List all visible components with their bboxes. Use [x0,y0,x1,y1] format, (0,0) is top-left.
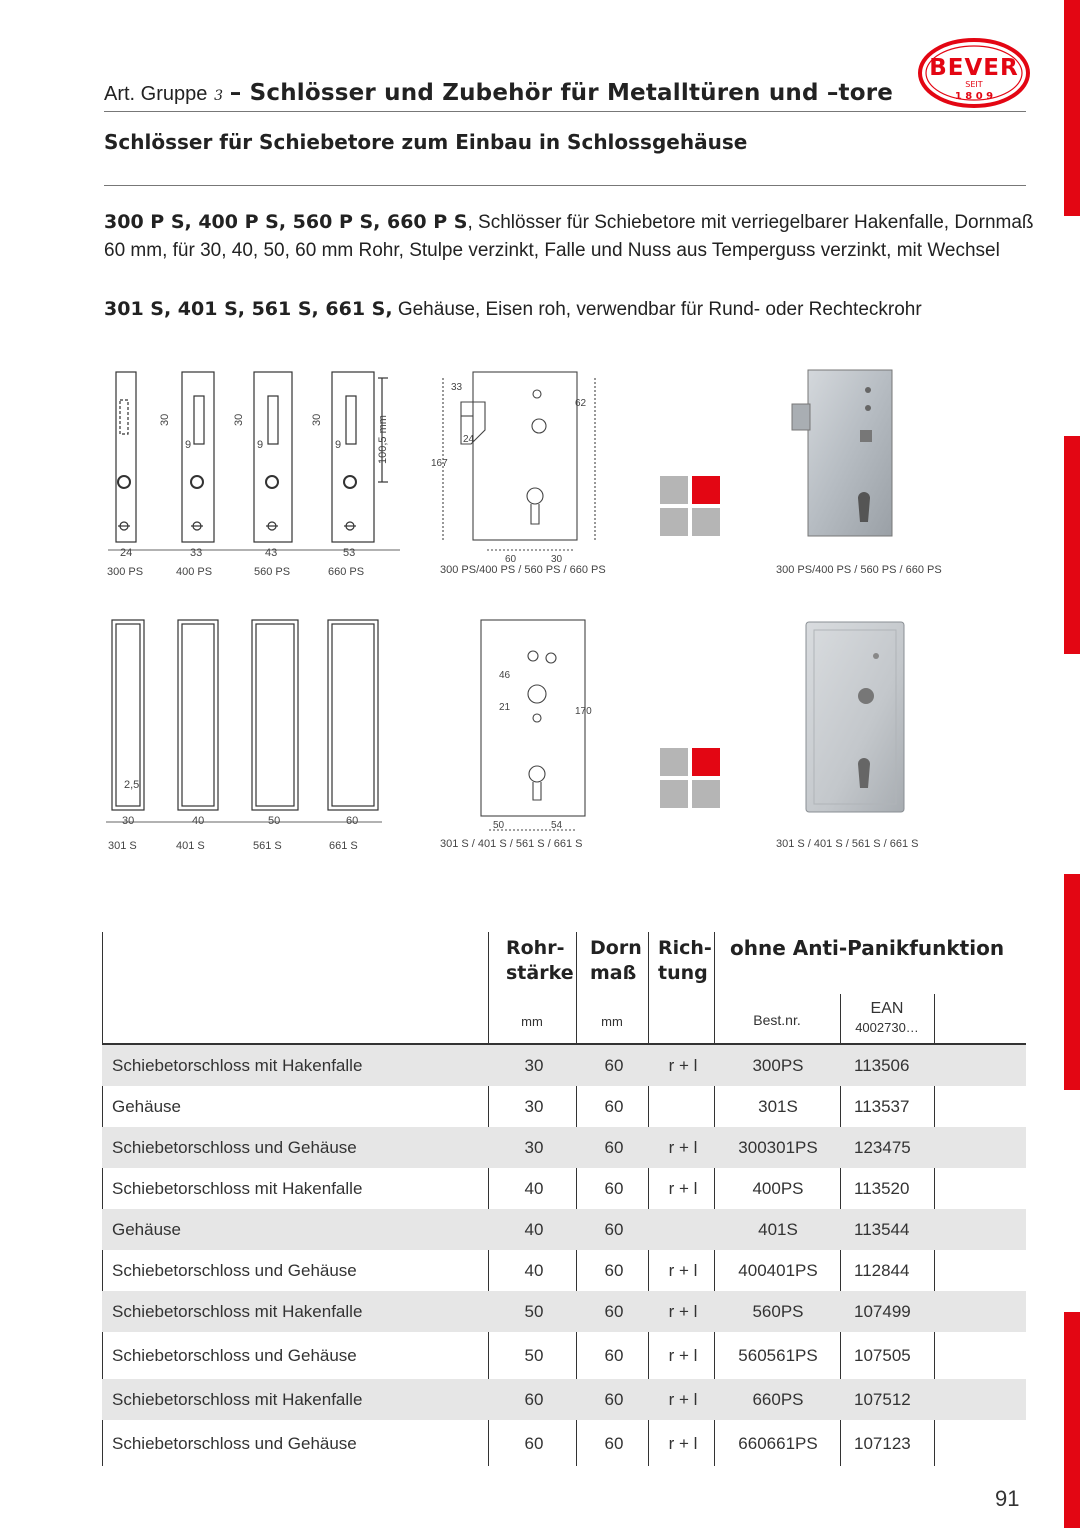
drawing-caption: 661 S [329,840,358,852]
table-row [102,1423,1026,1464]
bever-logo [918,38,1030,108]
feature-icons [660,476,722,538]
housing-dim-label: 60 [346,815,359,827]
header-group-number: 3 [214,88,223,104]
row-ean: 107505 [854,1345,911,1365]
table-row [102,1379,1026,1420]
photo-caption: 301 S / 401 S / 561 S / 661 S [776,838,919,850]
model-description: , Schlösser für Schiebetore mit verriegelbarer Hakenfalle, Dornmaß 60 mm, für 30, 40, 50, 60 mm Rohr, Stulpe verzinkt, Falle und Nuss aus Temperguss verzinkt, mit Wechsel [104,212,1034,261]
row-name: Schiebetorschloss und Gehäuse [112,1433,357,1453]
row-rohr: 30 [524,1096,544,1116]
drawing-caption: 400 PS [176,566,213,578]
chapter-tab [1064,0,1080,216]
row-ean: 107512 [854,1389,911,1409]
dim-label: 167 [431,458,448,469]
row-ean: 112844 [854,1260,910,1280]
housing-dim-label: 50 [268,815,281,827]
row-bestnr: 560PS [752,1301,804,1321]
row-name: Schiebetorschloss mit Hakenfalle [112,1055,363,1075]
housing-dim-label: 30 [122,815,135,827]
svg-text:1 8 0 9: 1 8 0 9 [954,91,994,102]
nine-dim-label: 9 [257,439,264,451]
row-dorn: 60 [604,1389,624,1409]
row-name: Schiebetorschloss und Gehäuse [112,1345,357,1365]
row-richtung [650,1209,716,1250]
row-richtung: r + l [668,1260,698,1280]
door-frame-icon [660,508,688,536]
dim-label: 62 [575,398,587,409]
dim-label: 24 [463,434,475,445]
door-handle-icon [660,748,688,776]
dim-label: 60 [505,554,517,565]
row-bestnr: 400PS [752,1178,804,1198]
nine-dim-label: 9 [185,439,192,451]
row-bestnr: 660PS [752,1389,804,1409]
model-list: 300 P S, 400 P S, 560 P S, 660 P S [104,211,468,233]
lock-photo [786,366,906,546]
side-dim-label: 30 [311,413,323,426]
door-handle-icon [660,476,688,504]
table-row [102,1045,1026,1086]
side-dim-label: 30 [233,413,245,426]
feature-icons [660,748,722,810]
header-group: ohne Anti-Panikfunktion [730,936,1005,960]
row-ean: 113520 [854,1178,910,1198]
row-name: Schiebetorschloss mit Hakenfalle [112,1389,363,1409]
table-row [102,1250,1026,1291]
drawing-caption: 660 PS [328,566,365,578]
row-bestnr: 660661PS [738,1433,818,1453]
dim-label: 46 [499,670,511,681]
chapter-tab [1064,436,1080,654]
photo-caption: 300 PS/400 PS / 560 PS / 660 PS [776,564,942,576]
row-dorn: 60 [604,1260,624,1280]
table-row [102,1209,1026,1250]
section-subtitle: Schlösser für Schiebetore zum Einbau in Schlossgehäuse [104,130,748,154]
housing-description [104,295,1034,324]
row-dorn: 60 [604,1096,624,1116]
header-rohr: Rohr- stärke [506,937,574,984]
svg-text:BEVER: BEVER [929,55,1019,81]
table-row [102,1335,1026,1376]
row-rohr: 30 [524,1055,544,1075]
table-row [102,1086,1026,1127]
housing-description-text: Gehäuse, Eisen roh, verwendbar für Rund- oder Rechteckrohr [392,299,922,320]
lock-cylinder-icon [692,476,720,504]
row-rohr: 50 [524,1345,544,1365]
row-name: Gehäuse [112,1219,181,1239]
header-richtung: Rich- tung [658,937,712,984]
faceplate-dim-label: 33 [190,547,203,559]
header-prefix: Art. Gruppe [104,83,208,105]
header-title: – Schlösser und Zubehör für Metalltüren und –tore [229,80,894,106]
row-dorn: 60 [604,1433,624,1453]
drawing-caption: 300 PS/400 PS / 560 PS / 660 PS [440,564,606,576]
row-richtung: r + l [668,1345,698,1365]
dim-label: 21 [499,702,511,713]
drawing-caption: 300 PS [107,566,144,578]
unit-rohr: mm [521,1014,543,1029]
row-rohr: 50 [524,1301,544,1321]
row-richtung: r + l [668,1389,698,1409]
row-dorn: 60 [604,1301,624,1321]
row-bestnr: 560561PS [738,1345,818,1365]
unit-dorn: mm [601,1014,623,1029]
faceplate-dim-label: 43 [265,547,278,559]
header-dorn: Dorn maß [590,937,642,984]
row-name: Schiebetorschloss mit Hakenfalle [112,1178,363,1198]
table-row [102,1127,1026,1168]
drawing-caption: 301 S / 401 S / 561 S / 661 S [440,838,583,850]
nine-dim-label: 9 [335,439,342,451]
row-richtung: r + l [668,1055,698,1075]
product-description [104,208,1034,265]
row-bestnr: 401S [758,1219,798,1239]
dim-label: 50 [493,820,505,831]
row-bestnr: 300301PS [738,1137,818,1157]
row-dorn: 60 [604,1137,624,1157]
row-ean: 107499 [854,1301,911,1321]
chapter-tab [1064,1312,1080,1528]
row-ean: 107123 [854,1433,911,1453]
row-rohr: 60 [524,1433,544,1453]
row-dorn: 60 [604,1345,624,1365]
row-ean: 113544 [854,1219,910,1239]
row-richtung: r + l [668,1433,698,1453]
faceplate-drawings [100,366,420,566]
drawing-caption: 561 S [253,840,282,852]
housing-photo [800,618,910,818]
housing-dim-label: 40 [192,815,205,827]
door-frame-icon [660,780,688,808]
row-name: Schiebetorschloss mit Hakenfalle [112,1301,363,1321]
table-row [102,1168,1026,1209]
row-rohr: 30 [524,1137,544,1157]
row-dorn: 60 [604,1178,624,1198]
lock-cylinder-icon [692,748,720,776]
drawing-caption: 401 S [176,840,205,852]
row-rohr: 40 [524,1219,544,1239]
dim-label: 170 [575,706,592,717]
row-bestnr: 301S [758,1096,798,1116]
row-name: Schiebetorschloss und Gehäuse [112,1137,357,1157]
table-row [102,1291,1026,1332]
square-tube-icon [692,780,720,808]
row-dorn: 60 [604,1055,624,1075]
faceplate-dim-label: 24 [120,547,133,559]
row-rohr: 60 [524,1389,544,1409]
height-dim-label: 100,5 mm [377,415,389,464]
unit-bestnr: Best.nr. [753,1012,801,1028]
row-richtung: r + l [668,1137,698,1157]
row-richtung [650,1086,716,1127]
square-tube-icon [692,508,720,536]
row-ean: 113506 [854,1055,910,1075]
unit-ean: EAN [870,1000,904,1017]
page-header [104,80,893,106]
housing-drawings [100,614,400,834]
product-table [102,932,1026,1468]
divider [104,111,1026,112]
row-richtung: r + l [668,1178,698,1198]
chapter-tab [1064,874,1080,1090]
row-ean: 123475 [854,1137,911,1157]
row-name: Schiebetorschloss und Gehäuse [112,1260,357,1280]
drawing-caption: 560 PS [254,566,291,578]
row-dorn: 60 [604,1219,624,1239]
lock-technical-drawing [425,366,615,566]
side-dim-label: 30 [159,413,171,426]
dim-label: 54 [551,820,563,831]
row-name: Gehäuse [112,1096,181,1116]
dim-label: 33 [451,382,463,393]
housing-wall-label: 2,5 [124,779,140,791]
housing-technical-drawing [465,614,605,834]
row-richtung: r + l [668,1301,698,1321]
housing-model-list: 301 S, 401 S, 561 S, 661 S, [104,298,393,320]
row-rohr: 40 [524,1260,544,1280]
drawing-caption: 301 S [108,840,137,852]
unit-ean-prefix: 4002730… [855,1020,919,1035]
row-bestnr: 300PS [752,1055,804,1075]
page-number: 91 [995,1486,1020,1511]
row-ean: 113537 [854,1096,910,1116]
svg-text:SEIT: SEIT [965,80,983,89]
divider [104,185,1026,186]
row-rohr: 40 [524,1178,544,1198]
row-bestnr: 400401PS [738,1260,818,1280]
dim-label: 30 [551,554,563,565]
faceplate-dim-label: 53 [343,547,356,559]
